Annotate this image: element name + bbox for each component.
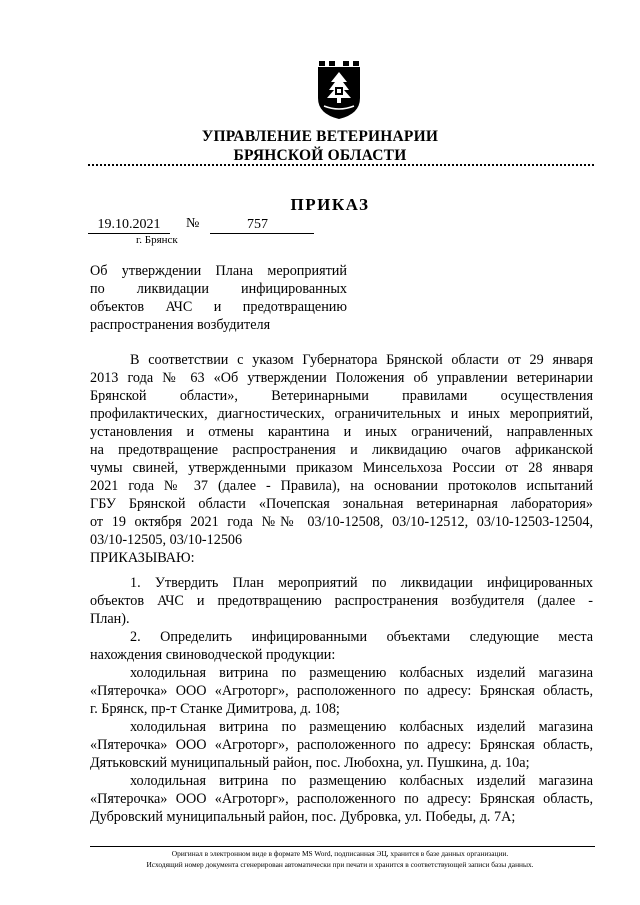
- org-name-line2: БРЯНСКОЙ ОБЛАСТИ: [233, 147, 407, 164]
- number-sign: №: [186, 216, 200, 231]
- text-line: Брянской области», Ветеринарными правилами осуществления: [90, 388, 593, 404]
- text-line: чумы свиней, утвержденными приказом Минсельхоза России от 28 января: [90, 460, 593, 476]
- order-number-field: [210, 217, 314, 234]
- text-line: 2021 года № 37 (далее - Правила), на основании протоколов испытаний: [90, 478, 593, 494]
- text-line: 1. Утвердить План мероприятий по ликвидации инфицированных: [130, 575, 593, 591]
- text-line: на предотвращение распространения и ликвидацию очагов африканской: [90, 442, 593, 458]
- text-line: «Пятерочка» ООО «Агроторг», расположенного по адресу: Брянская область,: [90, 791, 593, 807]
- text-line: «Пятерочка» ООО «Агроторг», расположенного по адресу: Брянская область,: [90, 737, 593, 753]
- order-date: 19.10.2021: [88, 217, 170, 234]
- footer-note-line2: Исходящий номер документа сгенерирован автоматически при печати и хранится в соответствующей записи базы данных.: [146, 860, 534, 869]
- text-line: профилактических, диагностических, ограничительных и иных мероприятий,: [90, 406, 593, 422]
- document-title: ПРИКАЗ: [290, 195, 370, 214]
- order-items: [90, 574, 593, 826]
- text-line: холодильная витрина по размещению колбасных изделий магазина: [130, 773, 593, 789]
- ordering-word: ПРИКАЗЫВАЮ:: [90, 550, 195, 566]
- subject-line: объектов АЧС и предотвращению: [90, 299, 347, 315]
- order-subject: [90, 262, 347, 334]
- text-line: холодильная витрина по размещению колбасных изделий магазина: [130, 719, 593, 735]
- text-line: нахождения свиноводческой продукции:: [90, 647, 336, 663]
- text-line: «Пятерочка» ООО «Агроторг», расположенного по адресу: Брянская область,: [90, 683, 593, 699]
- text-line: установления и отмены карантина и иных ограничений, направленных: [90, 424, 593, 440]
- text-line: 2013 года № 63 «Об утверждении Положения об управлении ветеринарии: [90, 370, 593, 386]
- text-line: объектов АЧС и предотвращению распространения возбудителя (далее -: [90, 593, 593, 609]
- subject-line: распространения возбудителя: [90, 317, 271, 333]
- footer-divider: [90, 846, 595, 847]
- subject-line: Об утверждении Плана мероприятий: [90, 263, 347, 279]
- text-line: В соответствии с указом Губернатора Брянской области от 29 января: [130, 352, 593, 368]
- preamble-paragraph: [90, 351, 593, 567]
- order-place: г. Брянск: [136, 234, 178, 246]
- header-divider: [88, 164, 594, 166]
- text-line: 2. Определить инфицированными объектами следующие места: [130, 629, 593, 645]
- text-line: ГБУ Брянской области «Почепская зональная ветеринарная лаборатория»: [90, 496, 593, 512]
- text-line: Дубровский муниципальный район, пос. Дубровка, ул. Победы, д. 7А;: [90, 809, 516, 825]
- org-name-line1: УПРАВЛЕНИЕ ВЕТЕРИНАРИИ: [201, 128, 439, 145]
- bryansk-coat-of-arms-icon: [316, 60, 362, 120]
- text-line: от 19 октября 2021 года №№ 03/10-12508, 03/10-12512, 03/10-12503-12504,: [90, 514, 593, 530]
- text-line: холодильная витрина по размещению колбасных изделий магазина: [130, 665, 593, 681]
- text-line: План).: [90, 611, 130, 627]
- text-line: Дятьковский муниципальный район, пос. Любохна, ул. Пушкина, д. 10а;: [90, 755, 530, 771]
- order-number: 757: [247, 217, 268, 232]
- subject-line: по ликвидации инфицированных: [90, 281, 347, 297]
- footer-note-line1: Оригинал в электронном виде в формате MS Word, подписанная ЭЦ, хранится в базе данных организации.: [171, 849, 509, 858]
- text-line: г. Брянск, пр-т Станке Димитрова, д. 108;: [90, 701, 340, 717]
- text-line: 03/10-12505, 03/10-12506: [90, 532, 243, 548]
